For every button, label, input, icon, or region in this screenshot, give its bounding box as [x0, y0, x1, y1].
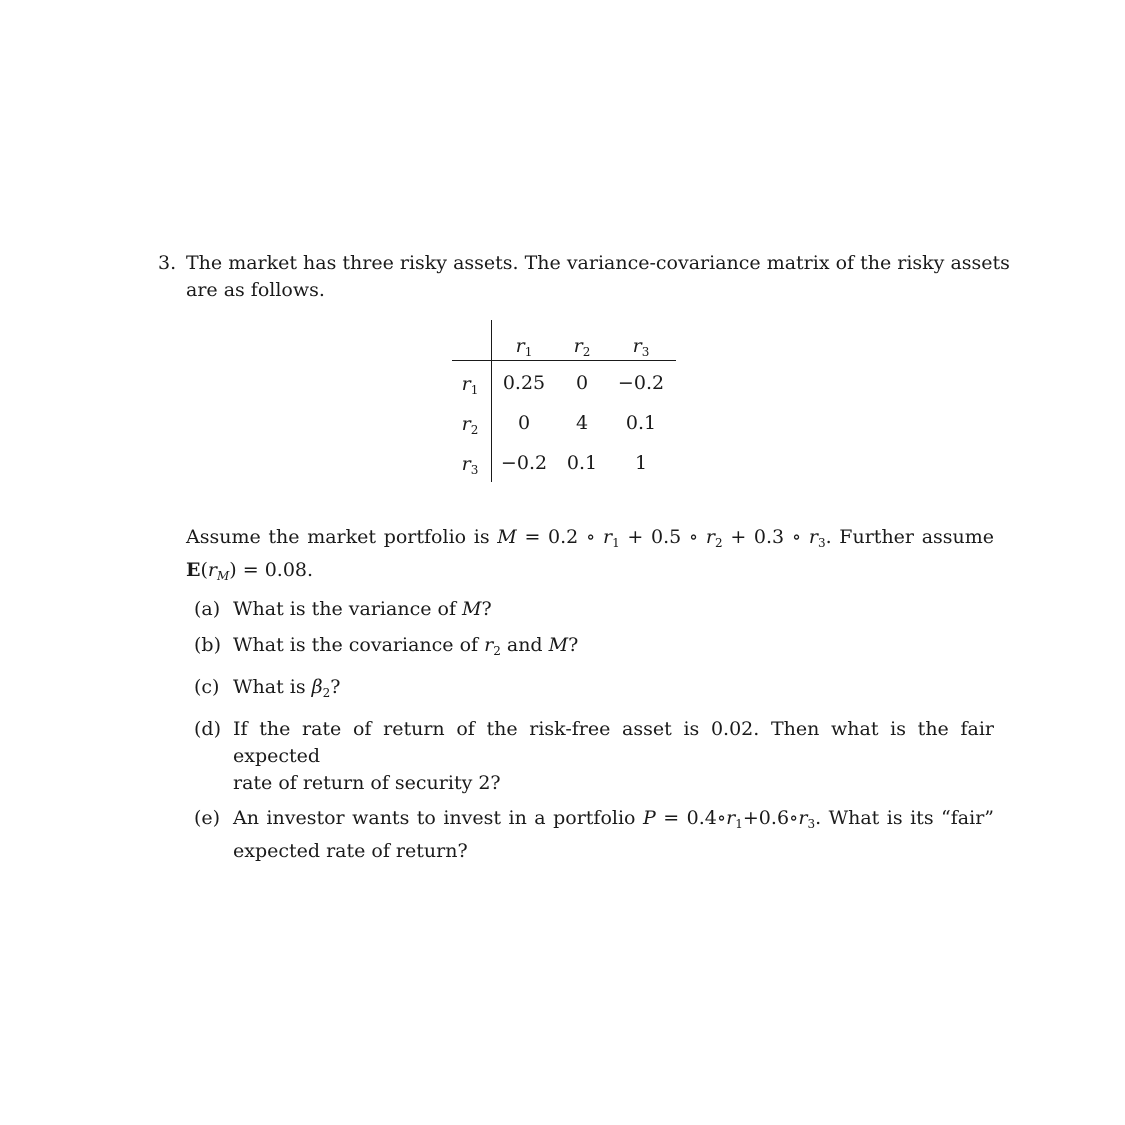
question-d-label: (d) [194, 718, 221, 740]
assumption-line-2: $E(r_M) = 0.08$. [186, 559, 314, 583]
row-header-r3: $r_3$ [461, 453, 479, 477]
question-e-line-1: An investor wants to invest in a portfolio $P = 0.4\circ r_1+0.6\circ r_3$. What is its “fair” [233, 807, 994, 831]
assumption-line-1: Assume the market portfolio is M = 0.2 ∘ $r_1 + 0.5$ ∘ $r_2 + 0.3$ ∘ $r_3$. Further assume [186, 526, 995, 550]
problem-3 [158, 250, 1010, 304]
col-header-r1: $r_1$ [515, 335, 533, 359]
intro-line-2: are as follows. [186, 279, 325, 301]
row-header-r1: $r_1$ [461, 373, 479, 397]
assumption-paragraph [158, 524, 994, 590]
matrix-cell-2-1: 0 [517, 412, 531, 434]
question-b: (b) What is the covariance of $r_2$ and M? [194, 634, 579, 658]
question-d [194, 716, 994, 797]
problem-number: 3. [158, 252, 177, 274]
question-e-label: (e) [194, 807, 221, 829]
row-header-r2: $r_2$ [461, 413, 479, 437]
question-e [194, 805, 994, 865]
matrix-cell-3-3: 1 [634, 452, 648, 474]
covariance-matrix [452, 320, 676, 482]
sub-questions [194, 596, 994, 865]
matrix-cell-1-1: 0.25 [502, 372, 546, 394]
matrix-cell-1-3: −0.2 [617, 372, 665, 394]
matrix-cell-3-2: 0.1 [566, 452, 598, 474]
question-c-label: (c) [194, 676, 220, 698]
col-header-r2: $r_2$ [573, 335, 591, 359]
matrix-cell-2-2: 4 [575, 412, 589, 434]
matrix-cell-2-3: 0.1 [625, 412, 657, 434]
question-c: (c) What is $\beta_2$? [194, 676, 341, 700]
question-a: (a) What is the variance of M? [194, 596, 994, 623]
matrix-cell-3-1: −0.2 [500, 452, 548, 474]
intro-text-1: The market has three risky assets. The variance-covariance matrix of the risky assets [186, 252, 1010, 274]
intro-line-1 [158, 250, 1010, 277]
col-header-r3: $r_3$ [632, 335, 650, 359]
question-a-label: (a) [194, 598, 221, 620]
matrix-vertical-rule [491, 320, 492, 482]
question-d-line-2: rate of return of security 2? [233, 772, 501, 794]
question-d-line-1: If the rate of return of the risk-free asset is 0.02. Then what is the fair expected [233, 718, 994, 767]
expectation-symbol: E [186, 559, 201, 581]
question-e-line-2: expected rate of return? [233, 840, 468, 862]
matrix-cell-1-2: 0 [575, 372, 589, 394]
question-b-label: (b) [194, 634, 221, 656]
